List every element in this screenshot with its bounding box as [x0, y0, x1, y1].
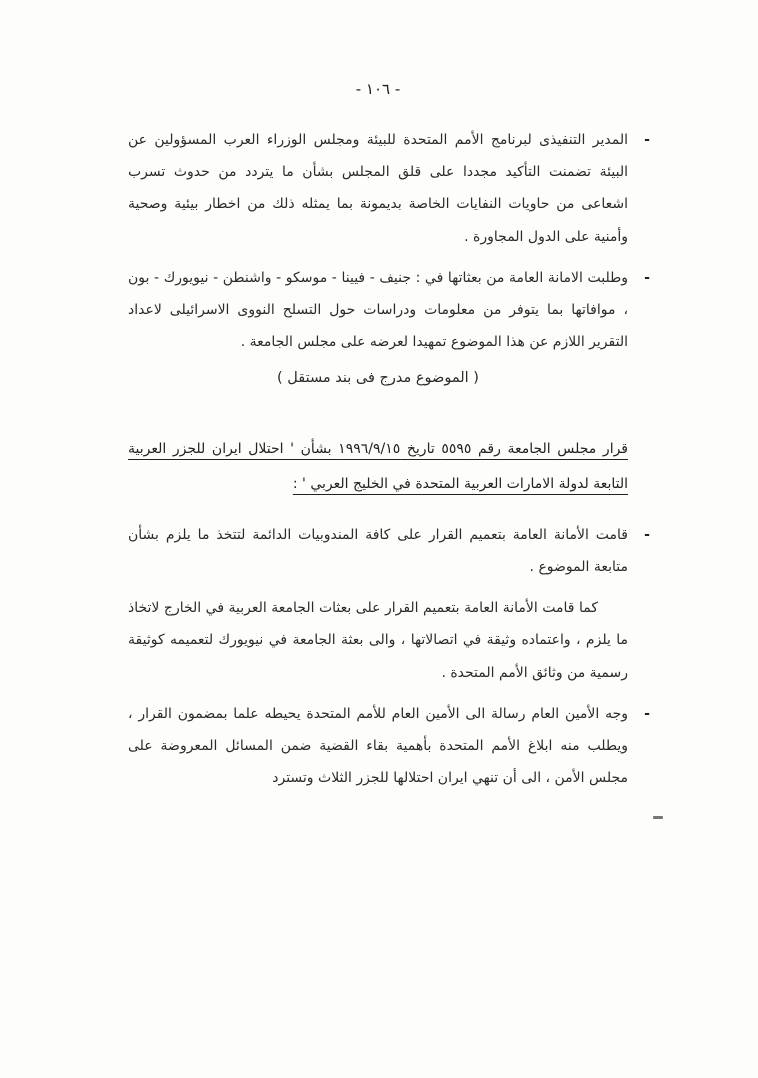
paragraph-text: المدير التنفيذى لبرنامج الأمم المتحدة للبيئة ومجلس الوزراء العرب المسؤولين عن البيئة تضمنت التأكيد مجددا على قلق المجلس بشأن ما يتردد من حدوث تسرب اشعاعى من حاويات النفايات الخاصة بديمونة بما يمثله ذلك من اخطار بيئية وصحية وأمنية على الدول المجاورة . — [128, 132, 628, 245]
separate-item-note: ( الموضوع مدرج فى بند مستقل ) — [277, 370, 479, 387]
paragraph-circular-missions — [128, 592, 628, 689]
scan-artifact — [653, 816, 663, 819]
paragraph-text: وطلبت الامانة العامة من بعثاتها في : جنيف - فيينا - موسكو - واشنطن - نيويورك - بون ، موافاتها بما يتوفر من معلومات ودراسات حول التسلح النووى الاسرائيلى لاعداد التقرير اللازم عن هذا الموضوع تمهيدا لعرضه على مجلس الجامعة . — [128, 269, 628, 351]
paragraph-text: كما قامت الأمانة العامة بتعميم القرار على بعثات الجامعة العربية في الخارج لاتخاذ ما يلزم ، واعتماده وثيقة في اتصالاتها ، والى بعثة الجامعة في نيويورك لتعميمه كوثيقة رسمية من وثائق الأمم المتحدة . — [128, 600, 628, 681]
page-number: - ١٠٦ - — [355, 80, 401, 98]
paragraph-secretary-general-letter — [128, 698, 650, 795]
resolution-heading: قرار مجلس الجامعة رقم ٥٥٩٥ تاريخ ١٩٩٦/٩/١٥ بشأن ' احتلال ايران للجزر العربية التابعة لدولة الامارات العربية المتحدة في الخليج العربي ' : — [128, 441, 628, 492]
dash-bullet: - — [644, 269, 650, 286]
paragraph-text: قامت الأمانة العامة بتعميم القرار على كافة المندوبيات الدائمة لتتخذ ما يلزم بشأن متابعة الموضوع . — [128, 526, 628, 576]
dash-bullet: - — [644, 132, 650, 148]
document-content — [128, 80, 650, 803]
dash-bullet: - — [644, 705, 650, 722]
paragraph-missions-request — [128, 262, 650, 359]
dash-bullet: - — [644, 526, 650, 543]
paragraph-text: وجه الأمين العام رسالة الى الأمين العام للأمم المتحدة يحيطه علما بمضمون القرار ، ويطلب منه ابلاغ الأمم المتحدة بأهمية بقاء القضية ضمن المسائل المعروضة على مجلس الأمن ، الى أن تنهي ايران احتلالها للجزر الثلاث وتسترد — [128, 705, 628, 787]
paragraph-unep-director — [128, 124, 650, 253]
paragraph-circular-delegations — [128, 519, 650, 583]
